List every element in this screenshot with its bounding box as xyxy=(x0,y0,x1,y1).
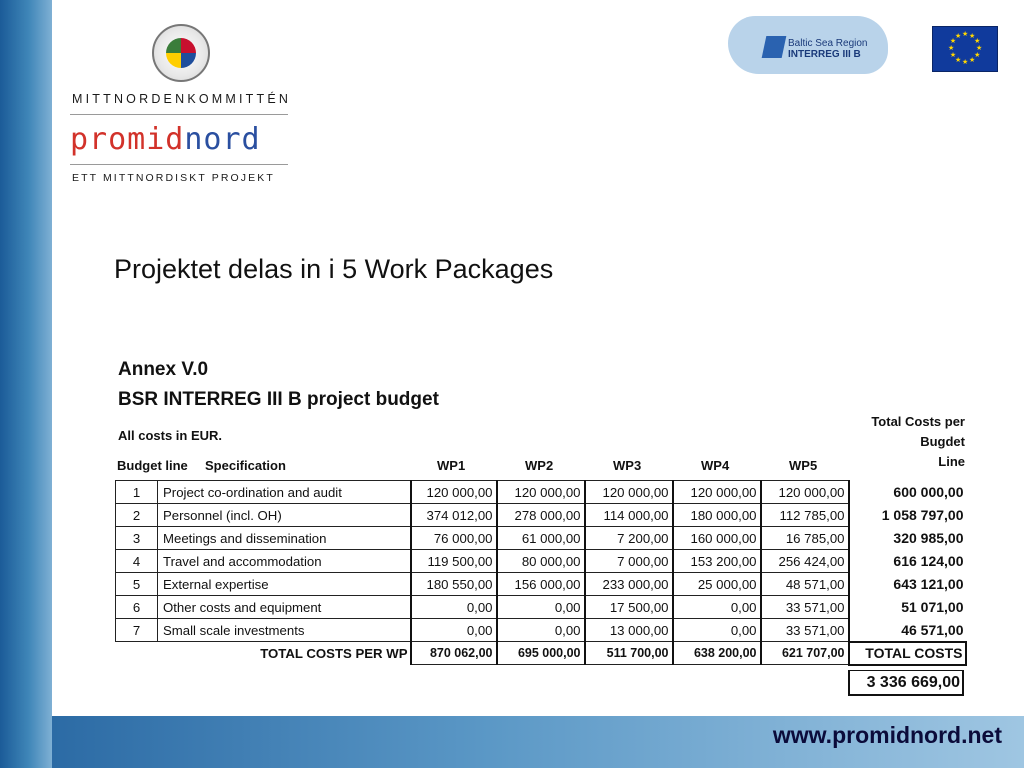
total-wp5: 621 707,00 xyxy=(761,642,849,665)
row-wp5-value: 33 571,00 xyxy=(761,596,849,619)
logo-promid-text: promid xyxy=(70,122,185,157)
row-specification: Small scale investments xyxy=(158,619,411,642)
row-number: 3 xyxy=(116,527,158,550)
eu-star-icon: ★ xyxy=(976,45,983,52)
row-wp4-value: 180 000,00 xyxy=(673,504,761,527)
eu-star-icon: ★ xyxy=(949,52,957,59)
slide-title: Projektet delas in i 5 Work Packages xyxy=(114,254,554,284)
header-total: Total Costs per Bugdet Line xyxy=(871,414,965,469)
row-wp2-value: 278 000,00 xyxy=(497,504,585,527)
currency-note: All costs in EUR. xyxy=(118,428,223,443)
row-wp3-value: 13 000,00 xyxy=(585,619,673,642)
row-specification: Other costs and equipment xyxy=(158,596,411,619)
eu-star-icon: ★ xyxy=(974,38,981,45)
row-number: 2 xyxy=(116,504,158,527)
bsr-line2: INTERREG III B xyxy=(788,49,861,60)
eu-star-icon: ★ xyxy=(969,32,976,40)
row-wp1-value: 120 000,00 xyxy=(411,481,497,504)
row-wp4-value: 0,00 xyxy=(673,619,761,642)
divider xyxy=(70,164,288,165)
header-wp1: WP1 xyxy=(437,458,466,473)
total-wp1: 870 062,00 xyxy=(411,642,497,665)
row-wp1-value: 119 500,00 xyxy=(411,550,497,573)
total-wp2: 695 000,00 xyxy=(497,642,585,665)
eu-star-icon: ★ xyxy=(969,57,976,65)
row-wp5-value: 112 785,00 xyxy=(761,504,849,527)
row-wp3-value: 114 000,00 xyxy=(585,504,673,527)
row-number: 7 xyxy=(116,619,158,642)
table-row xyxy=(116,573,966,596)
bsr-flag-icon xyxy=(762,36,787,58)
annex-subtitle: BSR INTERREG III B project budget xyxy=(118,389,439,410)
row-wp2-value: 120 000,00 xyxy=(497,481,585,504)
row-wp5-value: 120 000,00 xyxy=(761,481,849,504)
eu-star-icon: ★ xyxy=(949,38,957,45)
table-row xyxy=(116,619,966,642)
row-total: 51 071,00 xyxy=(901,599,964,615)
header-specification: Specification xyxy=(205,458,286,473)
row-wp4-value: 0,00 xyxy=(673,596,761,619)
eu-star-icon: ★ xyxy=(955,32,962,40)
row-specification: External expertise xyxy=(158,573,411,596)
row-wp4-value: 120 000,00 xyxy=(673,481,761,504)
row-wp1-value: 76 000,00 xyxy=(411,527,497,550)
annex-title: Annex V.0 xyxy=(118,359,209,380)
table-row xyxy=(116,550,966,573)
eu-flag-icon xyxy=(932,26,998,72)
row-total: 1 058 797,00 xyxy=(881,507,964,523)
table-row xyxy=(116,481,966,504)
row-total: 643 121,00 xyxy=(893,576,964,592)
row-total: 46 571,00 xyxy=(901,621,964,638)
eu-star-icon: ★ xyxy=(948,45,955,52)
row-specification: Meetings and dissemination xyxy=(158,527,411,550)
row-number: 5 xyxy=(116,573,158,596)
row-wp2-value: 0,00 xyxy=(497,619,585,642)
committee-seal-icon xyxy=(152,24,210,82)
totals-row xyxy=(116,642,966,665)
footer-url: www.promidnord.net xyxy=(772,722,1002,748)
bsr-interreg-logo xyxy=(728,16,888,74)
row-wp4-value: 153 200,00 xyxy=(673,550,761,573)
row-wp2-value: 156 000,00 xyxy=(497,573,585,596)
header-wp3: WP3 xyxy=(613,458,642,473)
row-wp3-value: 17 500,00 xyxy=(585,596,673,619)
row-wp1-value: 0,00 xyxy=(411,596,497,619)
row-wp5-value: 33 571,00 xyxy=(761,619,849,642)
header-wp5: WP5 xyxy=(789,458,818,473)
row-wp4-value: 25 000,00 xyxy=(673,573,761,596)
row-wp3-value: 7 000,00 xyxy=(585,550,673,573)
row-wp1-value: 0,00 xyxy=(411,619,497,642)
header-budget-line: Budget line xyxy=(117,458,188,473)
divider xyxy=(70,114,288,115)
eu-star-icon: ★ xyxy=(955,57,962,65)
table-row xyxy=(116,596,966,619)
row-wp1-value: 180 550,00 xyxy=(411,573,497,596)
row-wp2-value: 80 000,00 xyxy=(497,550,585,573)
row-wp5-value: 16 785,00 xyxy=(761,527,849,550)
left-decorative-bar xyxy=(0,0,52,768)
row-total: 320 985,00 xyxy=(893,530,964,546)
header-wp4: WP4 xyxy=(701,458,730,473)
row-specification: Project co-ordination and audit xyxy=(158,481,411,504)
row-wp3-value: 233 000,00 xyxy=(585,573,673,596)
row-total: 616 124,00 xyxy=(893,553,964,569)
eu-star-icon: ★ xyxy=(974,52,981,59)
header-wp2: WP2 xyxy=(525,458,554,473)
row-wp4-value: 160 000,00 xyxy=(673,527,761,550)
table-row xyxy=(116,504,966,527)
row-total: 600 000,00 xyxy=(893,484,964,500)
row-number: 6 xyxy=(116,596,158,619)
row-wp3-value: 120 000,00 xyxy=(585,481,673,504)
row-wp2-value: 0,00 xyxy=(497,596,585,619)
totals-total-label: TOTAL COSTS xyxy=(849,642,966,665)
budget-table xyxy=(115,480,967,666)
grand-total: 3 336 669,00 xyxy=(848,670,964,696)
total-wp3: 511 700,00 xyxy=(585,642,673,665)
bsr-line1: Baltic Sea Region xyxy=(788,38,868,49)
promidnord-logo xyxy=(70,122,261,157)
row-wp5-value: 48 571,00 xyxy=(761,573,849,596)
row-number: 4 xyxy=(116,550,158,573)
org-tagline: ETT MITTNORDISKT PROJEKT xyxy=(72,172,275,184)
row-wp2-value: 61 000,00 xyxy=(497,527,585,550)
eu-star-icon: ★ xyxy=(962,31,969,38)
table-row xyxy=(116,527,966,550)
row-wp1-value: 374 012,00 xyxy=(411,504,497,527)
row-wp5-value: 256 424,00 xyxy=(761,550,849,573)
total-wp4: 638 200,00 xyxy=(673,642,761,665)
row-specification: Travel and accommodation xyxy=(158,550,411,573)
row-specification: Personnel (incl. OH) xyxy=(158,504,411,527)
totals-label: TOTAL COSTS PER WP xyxy=(260,645,408,661)
row-number: 1 xyxy=(116,481,158,504)
logo-nord-text: nord xyxy=(184,122,261,157)
row-wp3-value: 7 200,00 xyxy=(585,527,673,550)
eu-star-icon: ★ xyxy=(962,59,969,66)
org-name: MITTNORDENKOMMITTÉN xyxy=(72,92,292,106)
